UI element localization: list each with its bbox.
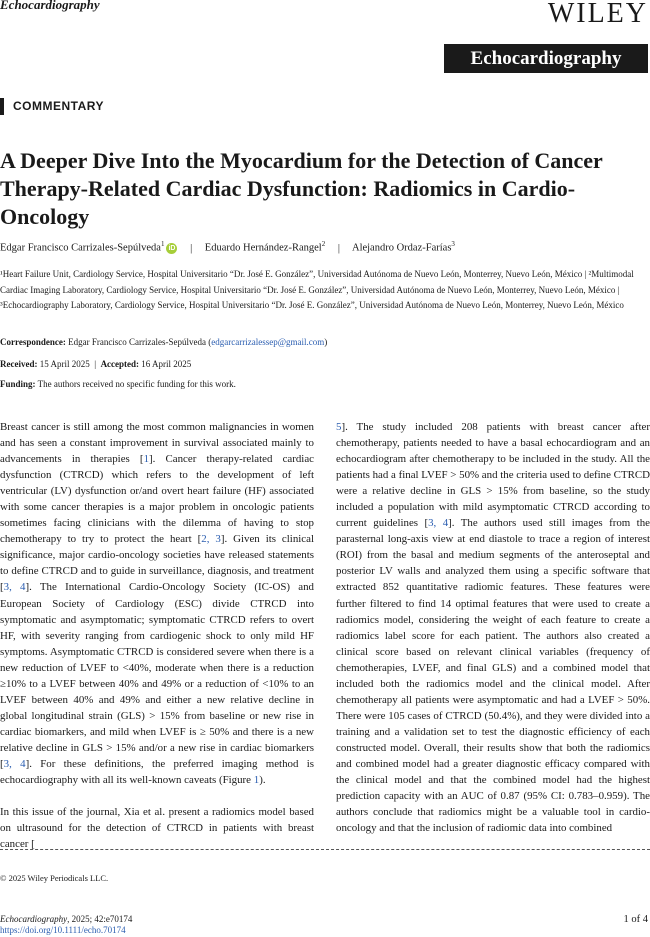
reference-link[interactable]: 3, 4 bbox=[3, 757, 26, 770]
funding-text: The authors received no specific funding for this work. bbox=[37, 379, 236, 389]
citation-volume: , 2025; 42:e70174 bbox=[67, 914, 133, 924]
body-column-left bbox=[0, 419, 314, 852]
reference-link[interactable]: 3, 4 bbox=[3, 581, 26, 594]
paragraph bbox=[0, 419, 314, 788]
author-affil-sup: 1 bbox=[160, 240, 165, 248]
date-separator: | bbox=[92, 359, 99, 369]
affiliations: ¹Heart Failure Unit, Cardiology Service, Hospital Universitario “Dr. José E. González”, Universidad Autónoma de Nuevo León, Monterrey, Nuevo León, México | ²Multimodal Cardiac Imaging Laboratory, Cardiology Service, Hospital Universitario “Dr. José E. González”, Universidad Autónoma de Nuevo León, Monterrey, Nuevo León, México | ³Echocardiography Laboratory, Cardiology Service, Hospital Universitario “Dr. José E. González”, Universidad Autónoma de Nuevo León, Monterrey, Nuevo León, México bbox=[0, 269, 634, 310]
author-affil-sup: 2 bbox=[321, 240, 326, 248]
copyright: © 2025 Wiley Periodicals LLC. bbox=[0, 873, 109, 883]
correspondence-text: Edgar Francisco Carrizales-Sepúlveda ( bbox=[68, 337, 212, 347]
body-column-right bbox=[336, 419, 650, 836]
author-affil-sup: 3 bbox=[451, 240, 455, 248]
figure-link[interactable]: 1 bbox=[253, 774, 260, 787]
paragraph-text: Breast cancer is still among the most common malignancies in women and has seen a constant improvement in survival associated mainly to advancements in therapies [ bbox=[0, 421, 314, 466]
reference-link[interactable]: 3, 4 bbox=[428, 517, 449, 530]
section-label: COMMENTARY bbox=[0, 98, 104, 115]
paragraph-text: ]. For these definitions, the preferred imaging method is echocardiography with all its well-known caveats (Figure bbox=[0, 757, 314, 787]
correspondence-email-link[interactable]: edgarcarrizalessep@gmail.com bbox=[211, 337, 325, 347]
accepted-date: 16 April 2025 bbox=[141, 359, 192, 369]
received-date: 15 April 2025 bbox=[39, 359, 90, 369]
paragraph-text: ]. The authors used still images from the parasternal long-axis view at end diastole to trace a region of interest (ROI) from the basal and medium segments of the anteroseptal and posterior LV walls and analyzed them using a specific software that extracted 852 quantitative radiomic features. These features were further filtered to find 14 optimal features that were used to create a radiomics model, considering the weight of each feature to create a radiomics label score for each patient. The authors also created a clinical score based on relevant clinical variables (frequency of chemotherapies, LVEF, and final GLS) and a combined model that included both the radiomics model and the clinical model. After chemotherapy all patients were asymptomatic and had a LVEF > 50%. There were 105 cases of CTRCD (50.4%), and they were divided into a training and a validation set to test the diagnostic efficiency of each constructed model. Overall, their results show that both the radiomics and combined model had a greater diagnostic efficacy compared with the clinical model and that the combined model had the highest prediction capacity with an AUC of 0.87 (95% CI: 0.783–0.959). The authors conclude that radiomics might be a valuable tool in cardio-oncology and that the inclusion of radiomic data into combined bbox=[336, 517, 650, 835]
correspondence-label: Correspondence: bbox=[0, 337, 66, 347]
doi-link[interactable]: https://doi.org/10.1111/echo.70174 bbox=[0, 925, 126, 935]
paragraph-text: ]. The International Cardio-Oncology Society (IC-OS) and European Society of Cardiology (ESC) divide CTRCD into symptomatic and asymptomatic; symptomatic CTRCD refers to overt HF, with severity ranging from cardiogenic shock to only mild HF symptoms. Asymptomatic CTRCD is considered severe when there is a new reduction of LVEF to <40%, moderate when there is a reduction ≥10% to a LVEF between 40% and 49% or a reduction of <10% to an LVEF between 40% and 49% and either a new relative decline in global longitudinal strain (GLS) > 15% from baseline or new rise in cardiac biomarkers, and mild when LVEF is ≥ 50% and there is a new relative decline in GLS > 15% and/or a new rise in cardiac biomarkers [ bbox=[0, 581, 314, 770]
publisher-logo[interactable]: WILEY bbox=[547, 0, 648, 29]
reference-link[interactable]: 2, 3 bbox=[201, 533, 221, 546]
correspondence bbox=[0, 336, 327, 348]
reference-link[interactable]: 5 bbox=[336, 421, 342, 433]
article-title: A Deeper Dive Into the Myocardium for the Detection of Cancer Therapy-Related Cardiac Dysfunction: Radiomics in Cardio-Oncology bbox=[0, 148, 603, 229]
footnote-divider bbox=[0, 849, 650, 850]
paragraph-text: In this issue of the journal, Xia et al. present a radiomics model based on ultrasound for the detection of CTRCD in patients with breast cancer [ bbox=[0, 806, 314, 851]
received-label: Received: bbox=[0, 359, 38, 369]
paragraph-text: ]. Cancer therapy-related cardiac dysfunction (CTRCD) which refers to the development of left ventricular (LV) dysfunction or/and overt heart failure (HF) associated with some cancer therapies is a major problem in oncologic patients sometimes facing clinicians with the dilemma of having to stop chemotherapy to try to protect the heart [ bbox=[0, 453, 314, 546]
accepted-label: Accepted: bbox=[100, 359, 140, 369]
citation bbox=[0, 914, 132, 936]
funding bbox=[0, 378, 236, 390]
running-journal-title: Echocardiography bbox=[0, 0, 100, 12]
author-name: Edgar Francisco Carrizales-Sepúlveda bbox=[0, 242, 161, 254]
author-name: Eduardo Hernández-Rangel bbox=[204, 242, 322, 254]
page-number: 1 of 4 bbox=[623, 914, 648, 925]
paragraph-text: ]. The study included 208 patients with breast cancer after chemotherapy, patients needed to have a basal echocardiogram and an echocardiogram after chemotherapy to be included in the study. All the patients had a final LVEF > 50% and the criteria used to define CTRCD were a relative decline in GLS > 15% from baseline, so the study included a population with mild asymptomatic CTRCD according to current guidelines [ bbox=[336, 421, 650, 530]
journal-banner[interactable]: Echocardiography bbox=[444, 44, 648, 73]
paragraph-continued bbox=[336, 419, 650, 836]
funding-label: Funding: bbox=[0, 379, 36, 389]
paragraph-text: ). bbox=[259, 774, 266, 787]
author-separator: | bbox=[337, 242, 340, 254]
correspondence-close: ) bbox=[324, 337, 328, 347]
paragraph-start bbox=[0, 804, 314, 852]
author-name: Alejandro Ordaz-Farías bbox=[351, 242, 452, 254]
author-separator: | bbox=[190, 242, 193, 254]
history-dates bbox=[0, 358, 191, 370]
paragraph-text: ]. Given its clinical significance, major cardio-oncology societies have released statements to define CTRCD and to guide in surveillance, diagnosis, and treatment [ bbox=[0, 533, 314, 594]
author-list bbox=[0, 240, 648, 254]
reference-link[interactable]: 1 bbox=[143, 453, 150, 466]
orcid-icon[interactable]: iD bbox=[168, 244, 176, 252]
citation-journal: Echocardiography bbox=[0, 914, 68, 924]
